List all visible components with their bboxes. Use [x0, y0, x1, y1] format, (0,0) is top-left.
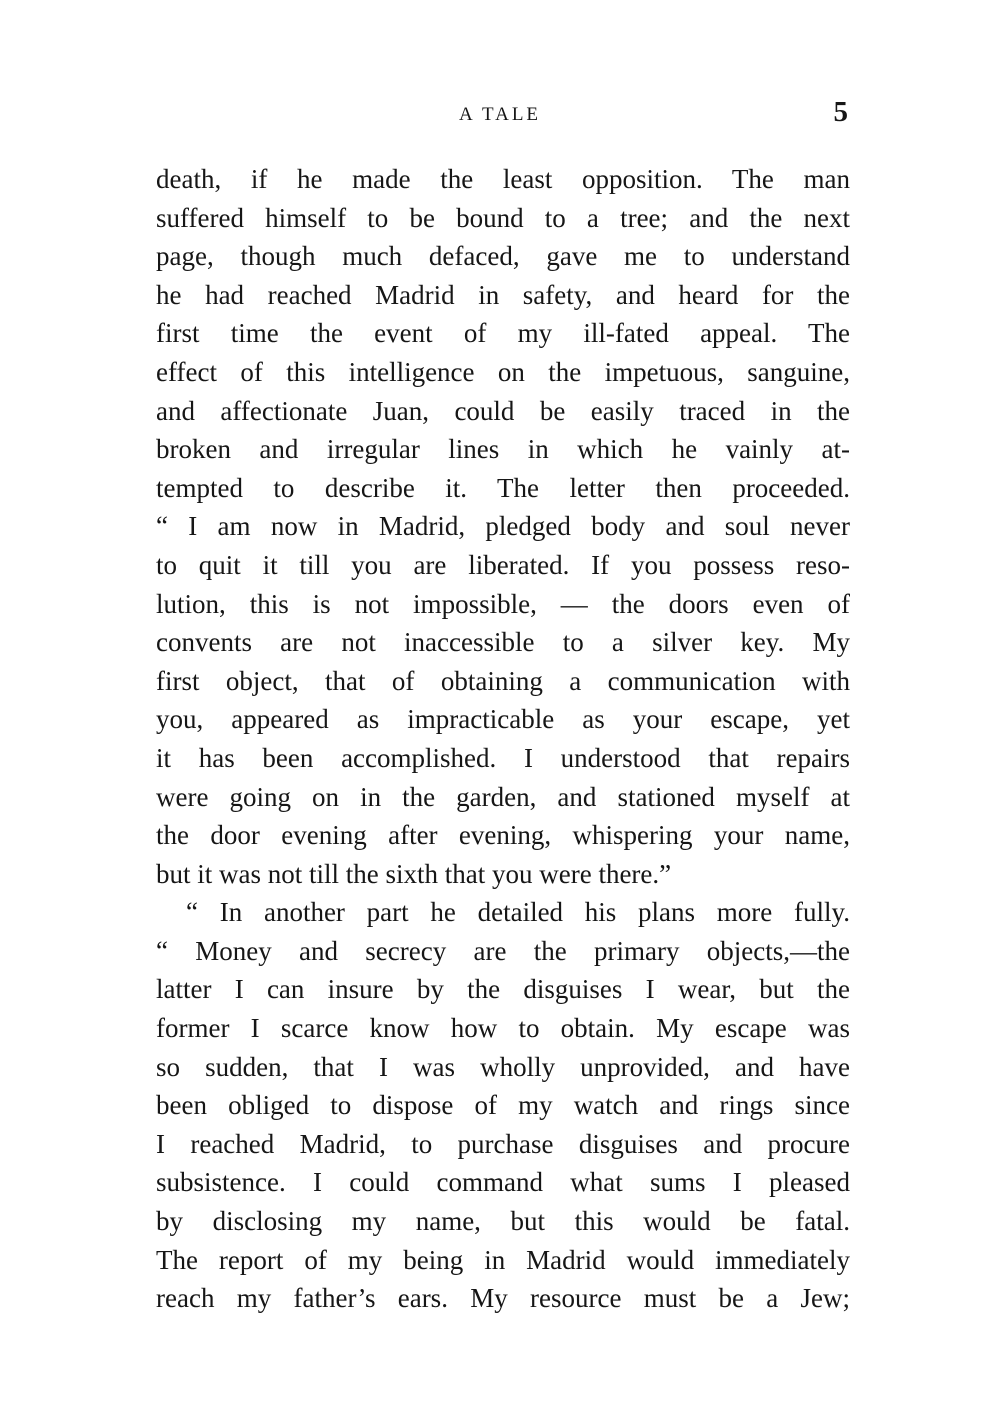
- text-line: latter I can insure by the disguises I wear, but the: [156, 974, 850, 1005]
- text-line: reach my father’s ears. My resource must be a Jew;: [156, 1283, 850, 1314]
- text-line: to quit it till you are liberated. If you possess reso-: [156, 549, 850, 580]
- text-line: by disclosing my name, but this would be fatal.: [156, 1206, 850, 1237]
- page-number: 5: [833, 96, 848, 128]
- text-line: first object, that of obtaining a communication with: [156, 665, 850, 696]
- text-line: were going on in the garden, and stationed myself at: [156, 781, 850, 812]
- running-title: A TALE: [458, 104, 542, 125]
- text-line: tempted to describe it. The letter then proceeded.: [156, 472, 850, 503]
- text-line: you, appeared as impracticable as your escape, yet: [156, 704, 850, 735]
- text-line: but it was not till the sixth that you were there.”: [156, 858, 672, 889]
- text-line: broken and irregular lines in which he vainly at-: [156, 434, 850, 465]
- text-line: death, if he made the least opposition. The man: [156, 164, 850, 194]
- running-header: [150, 96, 850, 136]
- text-line: convents are not inaccessible to a silver key. My: [156, 627, 850, 658]
- text-line: the door evening after evening, whispering your name,: [156, 820, 850, 851]
- text-line: former I scarce know how to obtain. My escape was: [156, 1013, 850, 1044]
- text-line: subsistence. I could command what sums I pleased: [156, 1167, 850, 1198]
- text-line: “ I am now in Madrid, pledged body and soul never: [156, 511, 850, 542]
- text-line: page, though much defaced, gave me to understand: [156, 241, 850, 272]
- text-line: effect of this intelligence on the impetuous, sanguine,: [156, 356, 850, 387]
- text-line: The report of my being in Madrid would immediately: [156, 1244, 850, 1275]
- body-text: [156, 160, 850, 1318]
- text-line: and affectionate Juan, could be easily traced in the: [156, 395, 850, 426]
- text-line: so sudden, that I was wholly unprovided, and have: [156, 1051, 850, 1082]
- text-line: suffered himself to be bound to a tree; and the next: [156, 202, 850, 233]
- text-line: he had reached Madrid in safety, and heard for the: [156, 279, 850, 310]
- text-line: been obliged to dispose of my watch and rings since: [156, 1090, 850, 1121]
- text-line: first time the event of my ill-fated appeal. The: [156, 318, 850, 349]
- text-line: “ In another part he detailed his plans more fully.: [186, 897, 850, 928]
- text-line: “ Money and secrecy are the primary objects,—the: [156, 935, 850, 966]
- text-line: lution, this is not impossible, — the doors even of: [156, 588, 850, 619]
- text-line: I reached Madrid, to purchase disguises and procure: [156, 1128, 850, 1159]
- text-line: it has been accomplished. I understood that repairs: [156, 742, 850, 773]
